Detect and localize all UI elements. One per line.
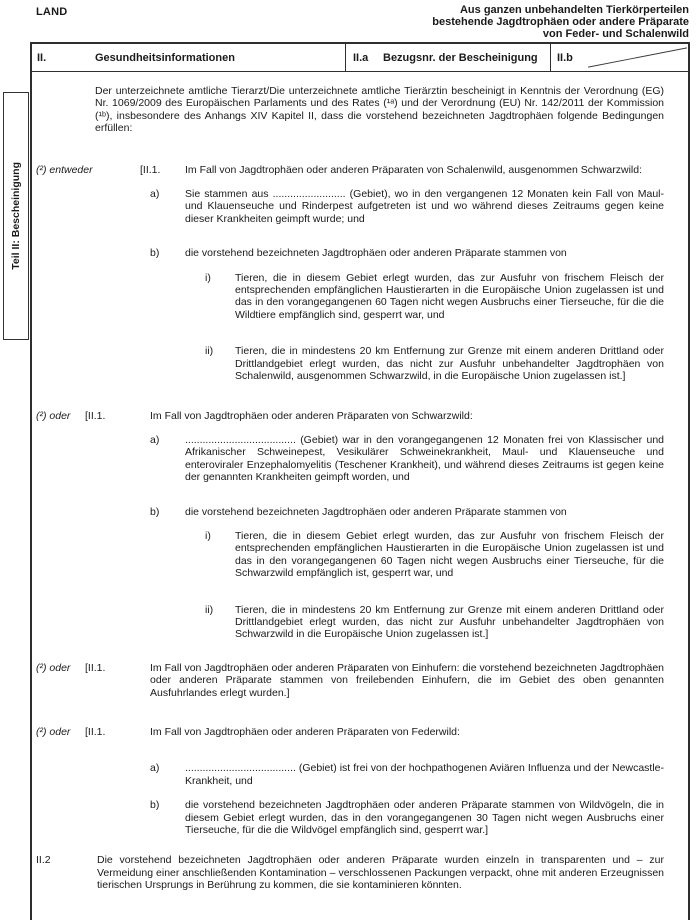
subitem-text: Tieren, die in diesem Gebiet erlegt wurden, das zur Ausfuhr von frischem Fleisch der entsprechenden empfänglichen Haustierarten in die Europäische Union zugelassen ist und das in den vorangegangenen 60 Tagen nicht wegen Ausbruchs einer Tierseuche, für die die Wildtiere empfänglich sind, gesperrt war, und: [235, 271, 664, 321]
section-title: Gesundheitsinformationen: [95, 51, 235, 64]
diagonal-strike-line: [551, 44, 688, 71]
iib-cell-number: II.b: [557, 51, 573, 64]
subitem-label: ii): [205, 603, 214, 616]
subitem-text: Tieren, die in diesem Gebiet erlegt wurden, das zur Ausfuhr von frischem Fleisch der entsprechenden empfänglichen Haustierarten in die Europäische Union zugelassen ist und das in den vorangegangenen 60 Tagen nicht wegen Ausbruchs einer Tierseuche, für die Schwarzwild empfänglich ist, gesperrt war, und: [235, 529, 664, 580]
clause-text: Im Fall von Jagdtrophäen oder anderen Präparaten von Federwild:: [150, 726, 460, 738]
item-label: a): [150, 188, 160, 201]
document-title: [432, 4, 689, 41]
subitem-text: Tieren, die in mindestens 20 km Entfernung zur Grenze mit einem anderen Drittland oder Drittlandgebiet erlegt wurden, das nicht zur Ausfuhr unbehandelter Jagdtrophäen von Schalenwild, ausgenommen Schwarzwild, in die Europäische Union zugelassen ist.]: [235, 345, 664, 383]
item-label: b): [150, 799, 160, 812]
certificate-table: [30, 42, 690, 920]
clause-ii1-federwild: [36, 726, 664, 738]
clause-subitem-ii: [205, 604, 664, 641]
item-text: die vorstehend bezeichneten Jagdtrophäen oder anderen Präparate stammen von: [185, 247, 567, 260]
certificate-body: [32, 85, 688, 892]
item-text: ...................................... (Gebiet) ist frei von der hochpathogenen Aviären Influenza und der Newcastle-Krankheit, und: [185, 762, 664, 787]
alternative-marker: (²) entweder: [36, 163, 93, 176]
document-title-line: von Feder- und Schalenwild: [542, 28, 689, 41]
clause-text: Im Fall von Jagdtrophäen oder anderen Präparaten von Einhufern: die vorstehend bezeichneten Jagdtrophäen oder anderen Präparate stammen von freilebenden Einhufern, die im Gebiet des oben genannten Ausfuhrlandes erlegt wurden.]: [150, 661, 664, 699]
item-label: a): [150, 433, 160, 446]
clause-ii1-einhufer: [36, 662, 664, 699]
clause-text: Die vorstehend bezeichneten Jagdtrophäen oder anderen Präparate wurden einzeln in transparenten und – zur Vermeidung einer anschließenden Kontamination – verschlossenen Packungen verpackt, ohne mit anderen Erzeugnissen tierischen Ursprungs in Berührung zu kommen, die sie kontaminieren könnten.: [97, 854, 664, 892]
clause-ii1-schwarzwild: [36, 410, 664, 422]
clause-item-b: [150, 506, 664, 518]
ref-cell-label: Bezugsnr. der Bescheinigung: [383, 51, 538, 64]
item-label: b): [150, 247, 160, 260]
document-title-line: bestehende Jagdtrophäen oder andere Präparate: [432, 16, 689, 29]
clause-subitem-i: [205, 272, 664, 322]
alternative-marker: (²) oder: [36, 409, 71, 422]
ref-cell-number: II.a: [353, 51, 369, 64]
country-label: LAND: [36, 6, 68, 18]
clause-number: [II.1.: [140, 163, 161, 176]
part-ii-side-tab: [3, 92, 29, 340]
item-text: die vorstehend bezeichneten Jagdtrophäen oder anderen Präparate stammen von Wildvögeln, die in diesem Gebiet erlegt wurden, das in den vorangegangenen 30 Tagen nicht wegen Ausbruchs einer Tierseuche, für die die Wildvögel empfänglich sind, gesperrt war.]: [185, 799, 664, 837]
subitem-text: Tieren, die in mindestens 20 km Entfernung zur Grenze mit einem anderen Drittland oder Drittlandgebiet erlegt wurden, das nicht zur Ausfuhr unbehandelter Jagdtrophäen von Schwarzwild in die Europäische Union zugelassen ist.]: [235, 603, 664, 641]
clause-item-a: [150, 762, 664, 787]
clause-ii2: [36, 854, 664, 891]
header-cell-iib: [550, 44, 688, 71]
header-cell-health-info: [32, 44, 345, 71]
clause-item-a: [150, 188, 664, 225]
clause-item-b: [150, 247, 664, 259]
document-title-line: Aus ganzen unbehandelten Tierkörperteilen: [459, 4, 689, 16]
alternative-marker: (²) oder: [36, 726, 71, 738]
clause-text: Im Fall von Jagdtrophäen oder anderen Präparaten von Schalenwild, ausgenommen Schwarzwild:: [185, 163, 643, 176]
clause-number: II.2: [36, 854, 51, 867]
item-text: die vorstehend bezeichneten Jagdtrophäen oder anderen Präparate stammen von: [185, 505, 567, 518]
section-number: II.: [37, 51, 47, 64]
clause-number: [II.1.: [85, 409, 106, 422]
item-text: ...................................... (Gebiet) war in den vorangegangenen 12 Monaten frei von Klassischer und Afrikanischer Schweinepest, Vesikulärer Schweinekrankheit, Maul- und Klauenseuche und enteroviraler Enzephalomyelitis (Teschener Krankheit), und während dieses Zeitraums ist gegen keine der genannten Krankheiten geimpft worden, und: [185, 433, 664, 484]
certificate-table-header: [32, 44, 688, 72]
subitem-label: i): [205, 271, 211, 284]
alternative-marker: (²) oder: [36, 661, 71, 674]
clause-number: [II.1.: [85, 661, 106, 674]
clause-subitem-i: [205, 530, 664, 580]
clause-subitem-ii: [205, 345, 664, 382]
subitem-label: ii): [205, 345, 214, 358]
clause-ii1-schalenwild: [36, 164, 664, 176]
clause-item-a: [150, 434, 664, 484]
part-ii-side-tab-label: Teil II: Bescheinigung: [10, 162, 22, 270]
clause-text: Im Fall von Jagdtrophäen oder anderen Präparaten von Schwarzwild:: [150, 409, 473, 422]
intro-attestation-paragraph: Der unterzeichnete amtliche Tierarzt/Die unterzeichnete amtliche Tierärztin bescheinigt in Kenntnis der Verordnung (EG) Nr. 1069/2009 des Europäischen Parlaments und des Rates (¹ᵃ) und der Verordnung (EU) Nr. 142/2011 der Kommission (¹ᵇ), insbesondere des Anhangs XIV Kapitel II, dass die vorstehend bezeichneten Jagdtrophäen folgende Bedingungen erfüllen:: [95, 85, 664, 135]
header-cell-reference-number: [345, 44, 550, 71]
item-label: b): [150, 505, 160, 518]
clause-item-b: [150, 799, 664, 836]
subitem-label: i): [205, 529, 211, 542]
item-label: a): [150, 762, 160, 775]
clause-number: [II.1.: [85, 726, 106, 738]
item-text: Sie stammen aus ......................... (Gebiet), wo in den vergangenen 12 Monaten kein Fall von Maul- und Klauenseuche und Rinderpest aufgetreten ist und wo während dieses Zeitraums gegen keine dieser Krankheiten geimpft wurde; und: [185, 188, 664, 225]
